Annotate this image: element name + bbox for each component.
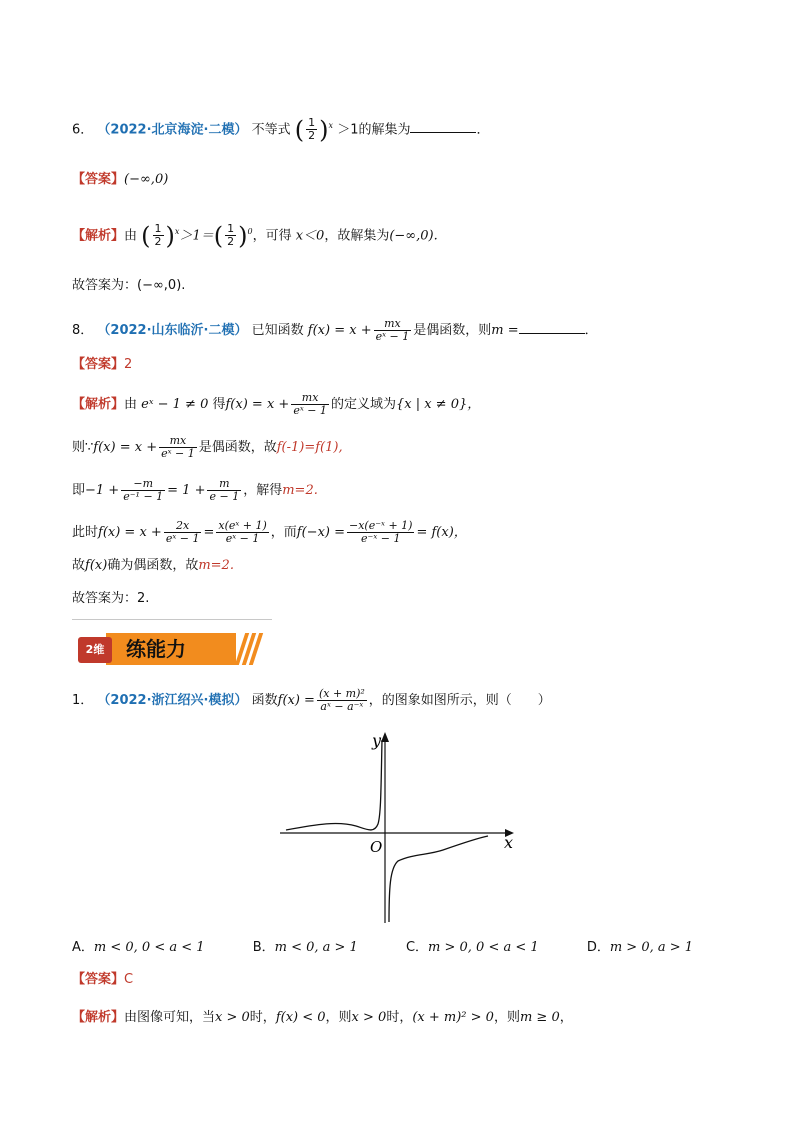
question-source: （2022·山东临沂·二模） (97, 323, 248, 338)
option-b[interactable]: B．m < 0, a > 1 (252, 940, 358, 955)
fraction: $\frac{1}{2}$ (227, 222, 235, 249)
fraction: $\frac{1}{2}$ (308, 116, 316, 143)
question-6: 6． （2022·北京海淀·二模） 不等式 ( $\frac{1}{2}$ )$^x$ ＞1的解集为 ． (72, 115, 490, 144)
option-c[interactable]: C．m > 0, 0 < a < 1 (405, 940, 539, 955)
stripes-decoration (236, 633, 256, 665)
fraction: $\frac{2x}{\text{eˣ − 1}}$ (165, 519, 200, 545)
x-axis-label: x (504, 833, 514, 852)
fraction: $\frac{mx}{\text{eˣ − 1}}$ (161, 434, 195, 460)
fraction: $\frac{\text{(x + m)²}}{\text{aˣ − a⁻ˣ}}$ (318, 687, 365, 713)
option-d[interactable]: D．m > 0, a > 1 (586, 940, 694, 955)
answer-line: 【答案】2 (72, 357, 133, 372)
answer-blank (410, 118, 476, 133)
fraction: $\frac{\text{x(eˣ + 1)}}{\text{eˣ − 1}}$ (218, 519, 267, 545)
curve-left (286, 740, 382, 830)
divider (72, 619, 272, 620)
question-number: 1． (72, 693, 94, 708)
question-8: 8． （2022·山东临沂·二模） 已知函数 f(x) = x + $\frac{mx}{\text{eˣ − 1}}$ 是偶函数，则m = ． (72, 317, 598, 343)
final-answer: 故答案为：2. (72, 591, 150, 606)
question-source: （2022·浙江绍兴·模拟） (97, 693, 248, 708)
y-axis-label: y (372, 731, 382, 750)
question-source: （2022·北京海淀·二模） (97, 122, 248, 138)
analysis-line-3: 即−1 + $\frac{-m}{\text{e⁻¹ − 1}}$ = 1 + $\frac{m}{e - 1}$ ，解得m=2. (72, 477, 318, 503)
fraction: $\frac{\text{−x(e⁻ˣ + 1)}}{\text{e⁻ˣ − 1}}$ (349, 519, 413, 545)
analysis-line-1: 【解析】由 eˣ − 1 ≠ 0 得f(x) = x + $\frac{mx}{\text{eˣ − 1}}$ 的定义域为{x | x ≠ 0}， (72, 391, 481, 417)
fraction: $\frac{mx}{\text{eˣ − 1}}$ (375, 317, 410, 343)
analysis-line-5: 故f(x)确为偶函数，故m=2. (72, 558, 234, 573)
answer-line: 【答案】C (72, 972, 134, 987)
final-answer: 故答案为：(−∞,0). (72, 278, 186, 293)
answer-line: 【答案】(−∞,0) (72, 172, 169, 187)
question-number: 6． (72, 122, 94, 138)
answer-options (72, 938, 693, 958)
analysis-line: 【解析】由 ( $\frac{1}{2}$ )$^x$＞1＝( $\frac{1}{2}$ )$^0$，可得 x＜0，故解集为(−∞,0). (72, 221, 438, 250)
fraction: $\frac{mx}{\text{eˣ − 1}}$ (293, 391, 327, 417)
section-title: 练能力 (106, 633, 236, 665)
question-number: 8． (72, 323, 94, 338)
fraction: $\frac{m}{e - 1}$ (209, 477, 240, 503)
analysis-line: 【解析】由图像可知，当x > 0时，f(x) < 0，则x > 0时，(x + m)² > 0，则m ≥ 0， (72, 1010, 573, 1025)
curve-right (389, 836, 488, 922)
analysis-line-2: 则∵f(x) = x + $\frac{mx}{\text{eˣ − 1}}$ 是偶函数，故f(-1)=f(1), (72, 434, 343, 460)
origin-label: O (370, 838, 383, 856)
section-banner (78, 633, 252, 665)
option-a[interactable]: A．m < 0, 0 < a < 1 (72, 940, 205, 955)
function-graph (278, 728, 518, 928)
analysis-line-4: 此时f(x) = x + $\frac{2x}{\text{eˣ − 1}}$ = $\frac{\text{x(eˣ + 1)}}{\text{eˣ − 1}}$ ，而f(−x) = $\frac{\text{−x(e⁻ˣ + 1)}}{\text{e⁻ˣ − 1}}$ = f(x)， (72, 519, 467, 545)
fraction: $\frac{1}{2}$ (154, 222, 162, 249)
fraction: $\frac{-m}{\text{e⁻¹ − 1}}$ (123, 477, 164, 503)
question-1: 1． （2022·浙江绍兴·模拟） 函数f(x) = $\frac{\text{(x + m)²}}{\text{aˣ − a⁻ˣ}}$ ，的图象如图所示，则（ ） (72, 687, 551, 713)
answer-blank (519, 319, 585, 334)
section-badge: 2维 (78, 637, 112, 663)
